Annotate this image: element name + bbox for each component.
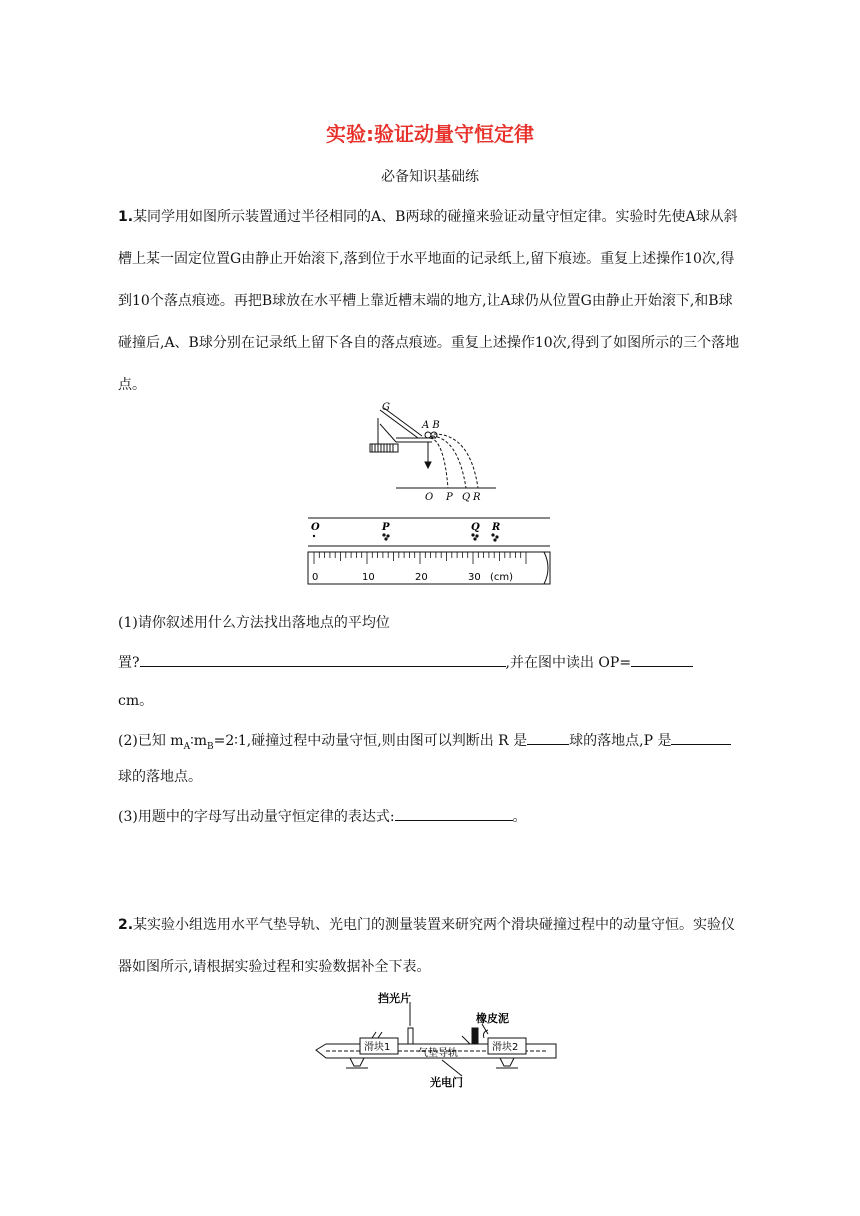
label-p: P bbox=[446, 492, 453, 502]
air-track-figure bbox=[312, 988, 562, 1092]
sub-question-1-unit: cm。 bbox=[118, 693, 154, 709]
op-answer-blank[interactable] bbox=[631, 650, 693, 667]
label-slider-1: 滑块1 bbox=[364, 1042, 391, 1053]
page-title: 实验:验证动量守恒定律 bbox=[326, 122, 534, 146]
label-clay: 橡皮泥 bbox=[476, 1012, 509, 1025]
p-ball-blank[interactable] bbox=[671, 728, 731, 745]
sub-question-1-mid: ,并在图中读出 OP= bbox=[505, 655, 632, 671]
question-1-number: 1. bbox=[118, 209, 134, 225]
question-1-body: 某同学用如图所示装置通过半径相同的A、B两球的碰撞来验证动量守恒定律。实验时先使A球从斜槽上某一固定位置G由静止开始滚下,落到位于水平地面的记录纸上,留下痕迹。重复上述操作10次,得到10个落点痕迹。再把B球放在水平槽上靠近槽末端的地方,让A球仍从位置G由静止开始滚下,和B球碰撞后,A、B球分别在记录纸上留下各自的落点痕迹。重复上述操作10次,得到了如图所示的三个落地点。 bbox=[118, 209, 740, 393]
ruler-figure bbox=[304, 514, 556, 588]
sub-question-1-line1: (1)请你叙述用什么方法找出落地点的平均位 bbox=[118, 615, 390, 631]
paper-label-p: P bbox=[382, 522, 390, 533]
paper-label-o: O bbox=[311, 522, 320, 533]
sub-question-2-line2: 球的落地点。 bbox=[118, 769, 202, 785]
section-subtitle: 必备知识基础练 bbox=[381, 169, 479, 185]
ruler-tick-0: 0 bbox=[312, 572, 319, 583]
r-ball-blank[interactable] bbox=[527, 728, 569, 745]
label-q: Q bbox=[462, 492, 471, 502]
expression-blank[interactable] bbox=[395, 804, 513, 821]
apparatus-figure bbox=[366, 398, 506, 502]
label-g: G bbox=[382, 402, 390, 413]
ruler-tick-30: 30 bbox=[468, 572, 481, 583]
method-answer-blank[interactable] bbox=[140, 650, 506, 667]
paper-label-q: Q bbox=[471, 522, 480, 533]
label-air-track: 气垫导轨 bbox=[418, 1048, 458, 1059]
ruler-tick-10: 10 bbox=[362, 572, 375, 583]
sub-question-1-line2 bbox=[118, 650, 693, 672]
label-shade: 挡光片 bbox=[378, 992, 411, 1005]
question-2-body: 某实验小组选用水平气垫导轨、光电门的测量装置来研究两个滑块碰撞过程中的动量守恒。实验仪器如图所示,请根据实验过程和实验数据补全下表。 bbox=[118, 917, 736, 975]
question-1-text bbox=[118, 196, 746, 406]
label-ab: A B bbox=[422, 420, 440, 431]
label-slider-2: 滑块2 bbox=[492, 1042, 519, 1053]
question-2-number: 2. bbox=[118, 917, 134, 933]
label-o: O bbox=[425, 492, 434, 502]
label-photogate: 光电门 bbox=[430, 1076, 463, 1089]
label-r: R bbox=[473, 492, 481, 502]
sub-question-1-prefix: 置? bbox=[118, 655, 140, 671]
ruler-unit: (cm) bbox=[490, 572, 514, 583]
ruler-tick-20: 20 bbox=[415, 572, 428, 583]
sub-question-3: (3)用题中的字母写出动量守恒定律的表达式: 。 bbox=[118, 804, 527, 826]
sub-question-2-line1: (2)已知 $m_A∶m_B=2∶1$,碰撞过程中动量守恒,则由图可以判断出 R 是 球的落地点,P 是 bbox=[118, 728, 731, 752]
paper-label-r: R bbox=[492, 522, 501, 533]
question-2-text bbox=[118, 904, 746, 988]
